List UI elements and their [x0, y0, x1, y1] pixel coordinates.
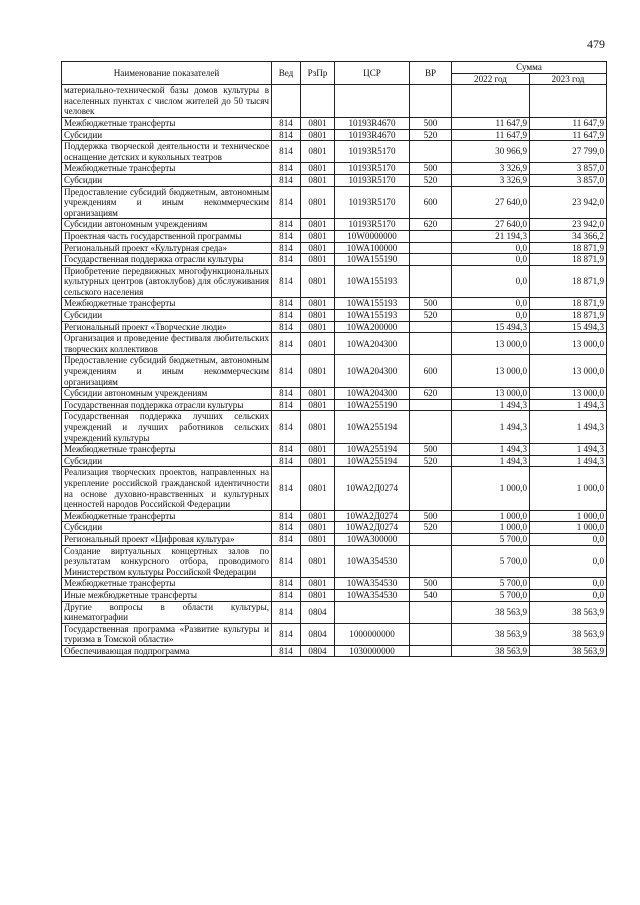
table-row: [62, 219, 607, 231]
cell-rzpr: 0801: [301, 141, 335, 163]
cell-vr: [410, 242, 452, 254]
cell-csr: 10WA354530: [335, 578, 410, 590]
cell-sum-2023: 1 494,3: [530, 411, 607, 444]
table-row: [62, 645, 607, 657]
cell-sum-2022: 0,0: [452, 310, 530, 322]
cell-ved: 814: [272, 242, 301, 254]
cell-csr: 10193R5170: [335, 163, 410, 175]
cell-vr: 520: [410, 310, 452, 322]
cell-name: Поддержка творческой деятельности и техническое оснащение детских и кукольных театров: [62, 141, 272, 163]
table-row: [62, 522, 607, 534]
cell-sum-2022: 13 000,0: [452, 355, 530, 388]
table-row: [62, 141, 607, 163]
cell-sum-2022: 1 494,3: [452, 444, 530, 456]
cell-vr: 520: [410, 174, 452, 186]
cell-name: Государственная программа «Развитие культуры и туризма в Томской области»: [62, 623, 272, 645]
cell-name: Проектная часть государственной программы: [62, 230, 272, 242]
cell-name: Межбюджетные трансферты: [62, 578, 272, 590]
cell-rzpr: 0801: [301, 265, 335, 298]
cell-sum-2022: 5 700,0: [452, 578, 530, 590]
cell-sum-2022: 27 640,0: [452, 186, 530, 219]
cell-name: Реализация творческих проектов, направленных на укрепление российской гражданской идентичности на основе духовно-нравственных и культурных ценностей народов Российской Федерации: [62, 467, 272, 510]
table-row: [62, 578, 607, 590]
cell-csr: 10W0000000: [335, 230, 410, 242]
cell-sum-2023: 18 871,9: [530, 254, 607, 266]
cell-csr: 10WA155193: [335, 310, 410, 322]
cell-rzpr: 0801: [301, 510, 335, 522]
cell-rzpr: 0801: [301, 242, 335, 254]
cell-sum-2023: 1 494,3: [530, 444, 607, 456]
cell-name: Субсидии автономным учреждениям: [62, 388, 272, 400]
cell-sum-2022: 1 000,0: [452, 467, 530, 510]
cell-rzpr: 0801: [301, 355, 335, 388]
cell-vr: [410, 230, 452, 242]
header-2023: 2023 год: [530, 73, 607, 85]
header-2022: 2022 год: [452, 73, 530, 85]
cell-sum-2022: 11 647,9: [452, 117, 530, 129]
cell-ved: 814: [272, 310, 301, 322]
cell-vr: [410, 399, 452, 411]
cell-csr: 10WA155190: [335, 254, 410, 266]
cell-sum-2022: 5 700,0: [452, 533, 530, 545]
cell-name: Субсидии: [62, 174, 272, 186]
cell-csr: 10WA2Д0274: [335, 467, 410, 510]
cell-ved: 814: [272, 230, 301, 242]
cell-name: Межбюджетные трансферты: [62, 117, 272, 129]
cell-csr: 10193R5170: [335, 186, 410, 219]
table-row: [62, 85, 607, 118]
cell-rzpr: 0801: [301, 388, 335, 400]
cell-vr: [410, 265, 452, 298]
cell-csr: 10WA155193: [335, 298, 410, 310]
cell-sum-2022: 1 494,3: [452, 455, 530, 467]
table-row: [62, 163, 607, 175]
cell-name: Приобретение передвижных многофункциональных культурных центров (автоклубов) для обслуживания сельского населения: [62, 265, 272, 298]
cell-name: Субсидии: [62, 455, 272, 467]
cell-rzpr: 0801: [301, 411, 335, 444]
cell-vr: [410, 141, 452, 163]
cell-rzpr: 0801: [301, 298, 335, 310]
cell-rzpr: 0801: [301, 230, 335, 242]
cell-vr: 540: [410, 589, 452, 601]
cell-name: Другие вопросы в области культуры, кинематографии: [62, 601, 272, 623]
cell-ved: [272, 85, 301, 118]
cell-csr: 1000000000: [335, 623, 410, 645]
cell-rzpr: 0801: [301, 589, 335, 601]
cell-sum-2023: 3 857,0: [530, 174, 607, 186]
cell-rzpr: 0801: [301, 117, 335, 129]
cell-sum-2023: 18 871,9: [530, 310, 607, 322]
cell-sum-2023: 1 494,3: [530, 455, 607, 467]
cell-rzpr: 0801: [301, 163, 335, 175]
cell-csr: 10WA255194: [335, 455, 410, 467]
table-row: [62, 333, 607, 355]
table-row: [62, 265, 607, 298]
cell-ved: 814: [272, 578, 301, 590]
cell-sum-2022: 38 563,9: [452, 601, 530, 623]
cell-sum-2022: 1 494,3: [452, 399, 530, 411]
cell-ved: 814: [272, 355, 301, 388]
cell-sum-2022: 0,0: [452, 265, 530, 298]
cell-rzpr: [301, 85, 335, 118]
cell-sum-2023: [530, 85, 607, 118]
cell-vr: 600: [410, 355, 452, 388]
cell-vr: [410, 623, 452, 645]
table-row: [62, 399, 607, 411]
cell-ved: 814: [272, 411, 301, 444]
cell-ved: 814: [272, 141, 301, 163]
cell-vr: 620: [410, 388, 452, 400]
cell-sum-2022: 5 700,0: [452, 589, 530, 601]
cell-sum-2023: 23 942,0: [530, 186, 607, 219]
table-row: [62, 589, 607, 601]
cell-csr: 10WA354530: [335, 589, 410, 601]
header-vr: ВР: [410, 62, 452, 85]
cell-sum-2023: 27 799,0: [530, 141, 607, 163]
cell-rzpr: 0801: [301, 399, 335, 411]
cell-vr: [410, 254, 452, 266]
cell-vr: 500: [410, 510, 452, 522]
header-sum: Сумма: [452, 62, 607, 74]
cell-vr: 500: [410, 163, 452, 175]
header-rzpr: РзПр: [301, 62, 335, 85]
cell-name: Межбюджетные трансферты: [62, 163, 272, 175]
cell-csr: 10193R5170: [335, 141, 410, 163]
budget-table: [61, 61, 607, 657]
cell-name: Иные межбюджетные трансферты: [62, 589, 272, 601]
cell-rzpr: 0804: [301, 623, 335, 645]
header-ved: Вед: [272, 62, 301, 85]
cell-name: Региональный проект «Творческие люди»: [62, 321, 272, 333]
cell-sum-2022: 3 326,9: [452, 163, 530, 175]
cell-sum-2023: 15 494,3: [530, 321, 607, 333]
table-row: [62, 174, 607, 186]
cell-ved: 814: [272, 522, 301, 534]
cell-sum-2023: 0,0: [530, 533, 607, 545]
table-row: [62, 444, 607, 456]
cell-ved: 814: [272, 186, 301, 219]
cell-sum-2023: 1 000,0: [530, 522, 607, 534]
cell-vr: [410, 411, 452, 444]
cell-rzpr: 0801: [301, 321, 335, 333]
cell-sum-2023: 11 647,9: [530, 117, 607, 129]
cell-sum-2023: 23 942,0: [530, 219, 607, 231]
cell-sum-2022: 21 194,3: [452, 230, 530, 242]
cell-name: Предоставление субсидий бюджетным, автономным учреждениям и иным некоммерческим организациям: [62, 355, 272, 388]
cell-sum-2023: 1 494,3: [530, 399, 607, 411]
cell-sum-2022: 11 647,9: [452, 129, 530, 141]
cell-sum-2022: [452, 85, 530, 118]
cell-vr: [410, 545, 452, 578]
cell-csr: 10193R4670: [335, 129, 410, 141]
table-row: [62, 186, 607, 219]
cell-ved: 814: [272, 174, 301, 186]
table-row: [62, 455, 607, 467]
cell-sum-2023: 38 563,9: [530, 623, 607, 645]
cell-ved: 814: [272, 321, 301, 333]
cell-vr: 620: [410, 219, 452, 231]
cell-sum-2023: 18 871,9: [530, 298, 607, 310]
cell-sum-2023: 0,0: [530, 589, 607, 601]
cell-name: Региональный проект «Цифровая культура»: [62, 533, 272, 545]
page-number: 479: [587, 37, 605, 51]
cell-ved: 814: [272, 117, 301, 129]
header-name: Наименование показателей: [62, 62, 272, 85]
cell-name: Государственная поддержка отрасли культуры: [62, 254, 272, 266]
cell-csr: [335, 601, 410, 623]
cell-sum-2023: 13 000,0: [530, 355, 607, 388]
cell-ved: 814: [272, 623, 301, 645]
cell-sum-2023: 34 366,2: [530, 230, 607, 242]
cell-name: Субсидии автономным учреждениям: [62, 219, 272, 231]
cell-ved: 814: [272, 129, 301, 141]
table-row: [62, 545, 607, 578]
cell-name: Государственная поддержка лучших сельских учреждений и лучших работников сельских учреждений культуры: [62, 411, 272, 444]
cell-csr: [335, 85, 410, 118]
cell-csr: 10WA204300: [335, 333, 410, 355]
cell-csr: 10WA300000: [335, 533, 410, 545]
cell-name: Межбюджетные трансферты: [62, 510, 272, 522]
cell-vr: [410, 85, 452, 118]
cell-name: Обеспечивающая подпрограмма: [62, 645, 272, 657]
cell-sum-2023: 11 647,9: [530, 129, 607, 141]
cell-ved: 814: [272, 467, 301, 510]
cell-csr: 10WA200000: [335, 321, 410, 333]
cell-ved: 814: [272, 545, 301, 578]
cell-vr: 600: [410, 186, 452, 219]
cell-csr: 10193R4670: [335, 117, 410, 129]
cell-csr: 10WA204300: [335, 388, 410, 400]
table-row: [62, 254, 607, 266]
cell-ved: 814: [272, 510, 301, 522]
cell-rzpr: 0801: [301, 545, 335, 578]
cell-name: Государственная поддержка отрасли культуры: [62, 399, 272, 411]
cell-rzpr: 0801: [301, 333, 335, 355]
table-row: [62, 467, 607, 510]
cell-sum-2023: 18 871,9: [530, 242, 607, 254]
cell-ved: 814: [272, 254, 301, 266]
cell-ved: 814: [272, 219, 301, 231]
cell-csr: 10WA2Д0274: [335, 510, 410, 522]
cell-vr: 520: [410, 129, 452, 141]
cell-sum-2022: 27 640,0: [452, 219, 530, 231]
cell-rzpr: 0801: [301, 254, 335, 266]
cell-sum-2022: 5 700,0: [452, 545, 530, 578]
cell-sum-2022: 1 494,3: [452, 411, 530, 444]
table-row: [62, 298, 607, 310]
cell-vr: [410, 645, 452, 657]
cell-rzpr: 0804: [301, 645, 335, 657]
cell-sum-2022: 0,0: [452, 242, 530, 254]
cell-sum-2022: 3 326,9: [452, 174, 530, 186]
cell-name: Субсидии: [62, 129, 272, 141]
cell-sum-2022: 1 000,0: [452, 522, 530, 534]
cell-csr: 10WA155193: [335, 265, 410, 298]
cell-rzpr: 0801: [301, 533, 335, 545]
cell-vr: 500: [410, 117, 452, 129]
cell-rzpr: 0801: [301, 186, 335, 219]
cell-csr: 10WA204300: [335, 355, 410, 388]
cell-sum-2022: 30 966,9: [452, 141, 530, 163]
cell-csr: 10193R5170: [335, 219, 410, 231]
cell-ved: 814: [272, 589, 301, 601]
table-row: [62, 601, 607, 623]
cell-csr: 10WA255194: [335, 411, 410, 444]
table-row: [62, 533, 607, 545]
cell-sum-2022: 38 563,9: [452, 623, 530, 645]
cell-rzpr: 0801: [301, 522, 335, 534]
cell-sum-2022: 13 000,0: [452, 388, 530, 400]
cell-sum-2022: 0,0: [452, 254, 530, 266]
table-row: [62, 355, 607, 388]
cell-sum-2022: 1 000,0: [452, 510, 530, 522]
cell-csr: 10WA255190: [335, 399, 410, 411]
table-row: [62, 321, 607, 333]
cell-ved: 814: [272, 444, 301, 456]
table-row: [62, 129, 607, 141]
cell-ved: 814: [272, 601, 301, 623]
cell-sum-2023: 3 857,0: [530, 163, 607, 175]
cell-name: Межбюджетные трансферты: [62, 444, 272, 456]
cell-rzpr: 0801: [301, 444, 335, 456]
cell-ved: 814: [272, 455, 301, 467]
cell-sum-2023: 0,0: [530, 545, 607, 578]
table-row: [62, 230, 607, 242]
cell-name: Создание виртуальных концертных залов по результатам конкурсного отбора, проводимого Министерством культуры Российской Федерации: [62, 545, 272, 578]
cell-ved: 814: [272, 298, 301, 310]
cell-vr: 520: [410, 455, 452, 467]
table-row: [62, 310, 607, 322]
cell-name: Организация и проведение фестиваля любительских творческих коллективов: [62, 333, 272, 355]
table-row: [62, 623, 607, 645]
cell-vr: 520: [410, 522, 452, 534]
cell-vr: 500: [410, 444, 452, 456]
cell-csr: 10WA100000: [335, 242, 410, 254]
cell-rzpr: 0801: [301, 310, 335, 322]
cell-sum-2023: 1 000,0: [530, 510, 607, 522]
cell-name: материально-технической базы домов культуры в населенных пунктах с числом жителей до 50 тысяч человек: [62, 85, 272, 118]
cell-ved: 814: [272, 265, 301, 298]
cell-vr: [410, 467, 452, 510]
cell-name: Региональный проект «Культурная среда»: [62, 242, 272, 254]
cell-sum-2022: 13 000,0: [452, 333, 530, 355]
cell-ved: 814: [272, 645, 301, 657]
cell-vr: [410, 533, 452, 545]
cell-vr: [410, 321, 452, 333]
cell-ved: 814: [272, 333, 301, 355]
table-row: [62, 411, 607, 444]
cell-name: Предоставление субсидий бюджетным, автономным учреждениям и иным некоммерческим организациям: [62, 186, 272, 219]
cell-rzpr: 0801: [301, 455, 335, 467]
cell-rzpr: 0801: [301, 467, 335, 510]
cell-sum-2023: 13 000,0: [530, 388, 607, 400]
cell-rzpr: 0801: [301, 129, 335, 141]
cell-vr: [410, 333, 452, 355]
cell-ved: 814: [272, 163, 301, 175]
cell-csr: 10WA354530: [335, 545, 410, 578]
table-row: [62, 242, 607, 254]
cell-ved: 814: [272, 399, 301, 411]
cell-ved: 814: [272, 533, 301, 545]
cell-vr: 500: [410, 578, 452, 590]
cell-sum-2023: 13 000,0: [530, 333, 607, 355]
table-row: [62, 510, 607, 522]
cell-sum-2023: 0,0: [530, 578, 607, 590]
cell-sum-2022: 15 494,3: [452, 321, 530, 333]
cell-csr: 1030000000: [335, 645, 410, 657]
cell-name: Межбюджетные трансферты: [62, 298, 272, 310]
header-csr: ЦСР: [335, 62, 410, 85]
cell-vr: [410, 601, 452, 623]
cell-ved: 814: [272, 388, 301, 400]
cell-csr: 10WA2Д0274: [335, 522, 410, 534]
cell-sum-2022: 38 563,9: [452, 645, 530, 657]
table-row: [62, 117, 607, 129]
cell-rzpr: 0801: [301, 578, 335, 590]
cell-vr: 500: [410, 298, 452, 310]
cell-sum-2023: 38 563,9: [530, 645, 607, 657]
cell-sum-2022: 0,0: [452, 298, 530, 310]
cell-csr: 10193R5170: [335, 174, 410, 186]
cell-csr: 10WA255194: [335, 444, 410, 456]
table-row: [62, 388, 607, 400]
cell-sum-2023: 18 871,9: [530, 265, 607, 298]
cell-rzpr: 0801: [301, 219, 335, 231]
cell-rzpr: 0804: [301, 601, 335, 623]
cell-name: Субсидии: [62, 310, 272, 322]
cell-sum-2023: 38 563,9: [530, 601, 607, 623]
cell-name: Субсидии: [62, 522, 272, 534]
cell-rzpr: 0801: [301, 174, 335, 186]
cell-sum-2023: 1 000,0: [530, 467, 607, 510]
